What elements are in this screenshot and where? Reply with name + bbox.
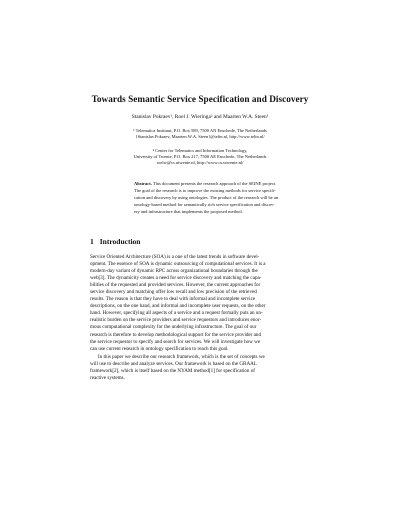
body-line: will use to describe and analyze services. Our framework is based on the GRAAL	[90, 361, 257, 368]
section-heading	[90, 237, 140, 246]
body-line: service discovery and matching offer low recall and low precision of the retrieved	[90, 289, 257, 296]
abstract-line: ery and infrastructure that implements the proposed method.	[134, 209, 243, 215]
abstract-line: ontology-based method for semantically rich service specification and discov-	[134, 202, 275, 208]
abstract-text: This document presents the research approach of the SEINE project.	[152, 181, 277, 186]
abstract-line: cation and discovery by using ontologies. The product of the research will be an	[134, 195, 279, 201]
body-line: hand. However, specifying all aspects of a service and a request formally puts an un-	[90, 310, 263, 317]
body-line: results. The reason is that they have to deal with informal and incomplete service	[90, 296, 256, 303]
affiliation-line: ² Center for Telematics and Information Technology,	[152, 148, 248, 153]
paragraph-2	[90, 354, 317, 382]
author-list: Stanislav Pokraev¹, Roel J. Wieringa² and Maarten W.A. Steen¹	[131, 114, 269, 120]
body-line: bilities of the requested and provided services. However, the current approaches for	[90, 282, 261, 289]
affiliation-2	[0, 148, 400, 167]
affiliation-line: roelw@cs.utwente.nl, http://www.cs.utwente.nl/	[156, 160, 244, 166]
body-line: reactive systems.	[90, 375, 125, 382]
abstract-line: The goal of the research is to improve the existing methods for service specifi-	[134, 188, 276, 194]
body-line: the service requestor to specify and search for services. We will investigate how we	[90, 338, 261, 345]
body-line: framework[2], which is itself based on the NYAM method[1] for specification of	[90, 368, 255, 375]
body-line: Service Oriented Architecture (SOA) is a one of the latest trends in software devel-	[90, 254, 260, 260]
affiliation-line: ¹ Telematica Instituut, P.O. Box 589, 7500 AN Enschede, The Netherlands	[133, 128, 267, 133]
affiliation-line: {Stanislav.Pokraev, Maarten.W.A. Steen}@telin.nl, http://www.telin.nl/	[135, 134, 265, 140]
body-line: research is therefore to develop methodological support for the service provider and	[90, 331, 262, 338]
body-line: mous computational complexity for the underlying infrastructure. The goal of our	[90, 324, 257, 331]
section-number: 1	[90, 237, 94, 246]
paper-title: Towards Semantic Service Specification and Discovery	[91, 94, 309, 104]
body-line: In this paper we describe our research framework, which is the set of concepts we	[98, 354, 265, 360]
body-line: web[3]. The dynamicity creates a need for service discovery and matching the capa-	[90, 275, 262, 282]
paragraph-1	[90, 254, 317, 353]
abstract-line	[134, 181, 322, 188]
body-line: opment. The essence of SOA is dynamic outsourcing of computational services. It is a	[90, 261, 266, 268]
abstract	[134, 181, 322, 216]
body-line: realistic burden on the service providers and service requestors and introduces enor-	[90, 317, 262, 324]
body-line: descriptions, on the one hand, and informal and incomplete user requests, on the other	[90, 303, 266, 310]
body-line: modern-day variant of dynamic RPC across organizational boundaries through the	[90, 268, 258, 275]
abstract-label: Abstract.	[134, 181, 152, 186]
section-title: Introduction	[99, 237, 141, 246]
affiliation-line: University of Twente, P.O. Box 217, 7500 AE Enschede, The Netherlands	[133, 154, 267, 160]
affiliation-1	[0, 128, 400, 140]
body-line: can use current research in ontology specification to reach this goal.	[90, 345, 229, 352]
